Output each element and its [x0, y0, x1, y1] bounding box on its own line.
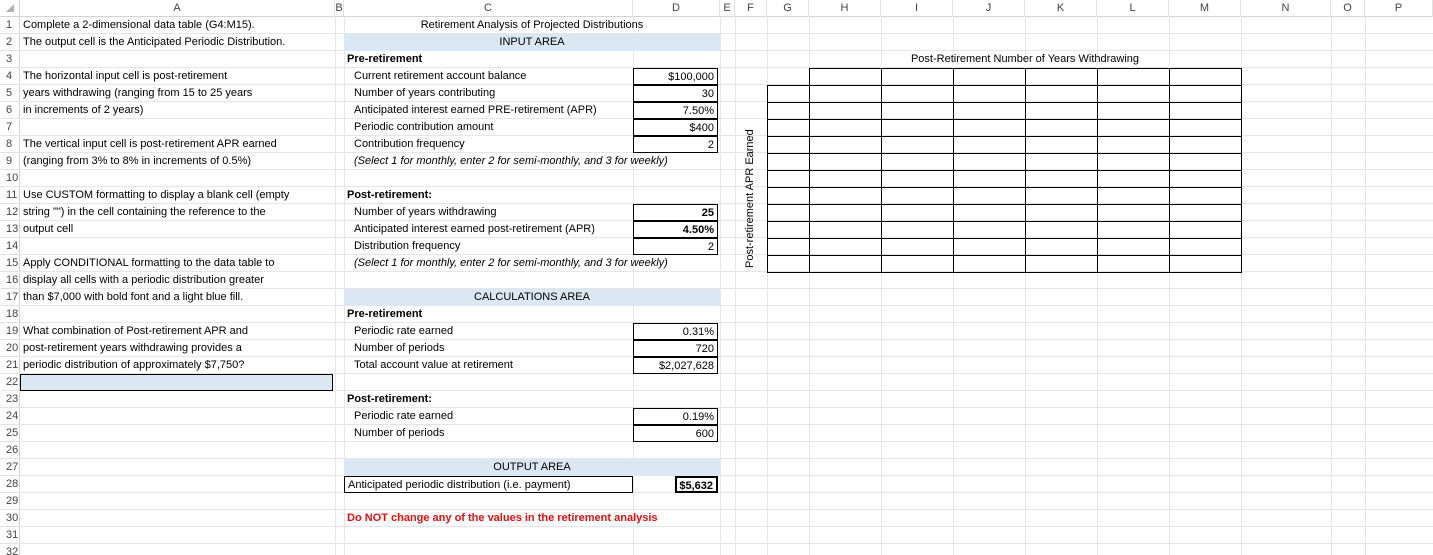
data-table-cell[interactable]: [881, 102, 954, 120]
data-table-cell[interactable]: [881, 85, 954, 103]
data-table-cell[interactable]: [767, 153, 810, 171]
calc-post-heading[interactable]: Post-retirement:: [347, 393, 432, 405]
row-header[interactable]: 14: [0, 238, 20, 255]
column-header-l[interactable]: L: [1097, 0, 1169, 17]
row-header[interactable]: 18: [0, 306, 20, 323]
row-header[interactable]: 1: [0, 17, 20, 34]
gridline: [1331, 17, 1332, 555]
data-table-cell[interactable]: [1097, 221, 1170, 239]
data-table-cell[interactable]: [953, 68, 1026, 86]
output-area-header[interactable]: OUTPUT AREA: [344, 459, 720, 476]
data-table-cell[interactable]: [1169, 204, 1242, 222]
apr-post-input[interactable]: 4.50%: [633, 221, 718, 238]
data-table-cell[interactable]: [881, 136, 954, 154]
years-contributing-input[interactable]: 30: [633, 85, 718, 102]
data-table-cell[interactable]: [1025, 153, 1098, 171]
data-table-cell[interactable]: [1169, 102, 1242, 120]
calc-pre-heading[interactable]: Pre-retirement: [347, 308, 423, 320]
warning-text[interactable]: Do NOT change any of the values in the retirement analysis: [347, 512, 658, 524]
data-table-cell[interactable]: [1097, 238, 1170, 256]
column-header-p[interactable]: P: [1365, 0, 1433, 17]
instruction-r21[interactable]: periodic distribution of approximately $7,750?: [23, 359, 245, 371]
row-header[interactable]: 21: [0, 357, 20, 374]
column-header-j[interactable]: J: [953, 0, 1025, 17]
years-withdrawing-input[interactable]: 25: [633, 204, 718, 221]
data-table-cell[interactable]: [1097, 187, 1170, 205]
data-table-cell[interactable]: [1169, 187, 1242, 205]
row-header[interactable]: 31: [0, 527, 20, 544]
data-table-cell[interactable]: [767, 221, 810, 239]
gridline: [20, 526, 1433, 527]
gridline: [1365, 17, 1366, 555]
calc-post-periods-label[interactable]: Number of periods: [354, 427, 445, 439]
row-header[interactable]: 25: [0, 425, 20, 442]
column-header-k[interactable]: K: [1025, 0, 1097, 17]
data-table-cell[interactable]: [953, 85, 1026, 103]
row-header[interactable]: 23: [0, 391, 20, 408]
data-table-cell[interactable]: [809, 204, 882, 222]
row-header[interactable]: 29: [0, 493, 20, 510]
data-table-cell[interactable]: [767, 204, 810, 222]
data-table-cell[interactable]: [1097, 85, 1170, 103]
data-table-cell[interactable]: [767, 255, 810, 273]
data-table-cell[interactable]: [1097, 153, 1170, 171]
data-table-cell[interactable]: [953, 238, 1026, 256]
instruction-r20[interactable]: post-retirement years withdrawing provides a: [23, 342, 242, 354]
column-header-i[interactable]: I: [881, 0, 953, 17]
data-table-cell[interactable]: [953, 102, 1026, 120]
calc-post-periods-value[interactable]: 600: [633, 425, 718, 442]
gridline: [735, 17, 736, 555]
data-table-cell[interactable]: [1097, 102, 1170, 120]
row-header[interactable]: 8: [0, 136, 20, 153]
select-all-icon: [6, 4, 14, 12]
row-header[interactable]: 17: [0, 289, 20, 306]
row-header[interactable]: 27: [0, 459, 20, 476]
output-label[interactable]: Anticipated periodic distribution (i.e. payment): [344, 476, 633, 493]
gridline: [20, 509, 1433, 510]
calc-total-label[interactable]: Total account value at retirement: [354, 359, 513, 371]
calc-periods-label[interactable]: Number of periods: [354, 342, 445, 354]
years-contributing-label[interactable]: Number of years contributing: [354, 87, 496, 99]
instruction-r15[interactable]: Apply CONDITIONAL formatting to the data table to: [23, 257, 275, 269]
calc-total-value[interactable]: $2,027,628: [633, 357, 718, 374]
data-table-cell[interactable]: [881, 187, 954, 205]
data-table-cell[interactable]: [1169, 221, 1242, 239]
data-table-top-label[interactable]: Post-Retirement Number of Years Withdrawing: [910, 53, 1140, 65]
row-header[interactable]: 9: [0, 153, 20, 170]
row-header[interactable]: 20: [0, 340, 20, 357]
column-header-n[interactable]: N: [1241, 0, 1331, 17]
output-value[interactable]: $5,632: [675, 476, 718, 493]
data-table-cell[interactable]: [809, 153, 882, 171]
data-table-cell[interactable]: [767, 238, 810, 256]
select-all-corner[interactable]: [0, 0, 20, 17]
data-table-cell[interactable]: [809, 136, 882, 154]
calc-post-rate-label[interactable]: Periodic rate earned: [354, 410, 454, 422]
gridline: [20, 407, 1433, 408]
row-header[interactable]: 5: [0, 85, 20, 102]
calc-periods-value[interactable]: 720: [633, 340, 718, 357]
data-table-cell[interactable]: [809, 102, 882, 120]
data-table-cell[interactable]: [1025, 136, 1098, 154]
gridline: [20, 543, 1433, 544]
column-header-c[interactable]: C: [344, 0, 633, 17]
instruction-r13[interactable]: output cell: [23, 223, 74, 235]
instruction-r1[interactable]: Complete a 2-dimensional data table (G4:M15).: [23, 19, 255, 31]
distribution-frequency-input[interactable]: 2: [633, 238, 718, 255]
instruction-r8[interactable]: The vertical input cell is post-retirement APR earned: [23, 138, 277, 150]
instruction-r19[interactable]: What combination of Post-retirement APR and: [23, 325, 248, 337]
calc-rate-label[interactable]: Periodic rate earned: [354, 325, 454, 337]
data-table-cell[interactable]: [881, 153, 954, 171]
data-table-cell[interactable]: [953, 255, 1026, 273]
answer-cell-a22[interactable]: [20, 374, 333, 391]
data-table-cell[interactable]: [953, 119, 1026, 137]
data-table-cell[interactable]: [809, 221, 882, 239]
analysis-title[interactable]: Retirement Analysis of Projected Distributions: [420, 19, 644, 31]
row-header[interactable]: 2: [0, 34, 20, 51]
data-table-cell[interactable]: [1025, 187, 1098, 205]
frequency-note-2[interactable]: (Select 1 for monthly, enter 2 for semi-monthly, and 3 for weekly): [354, 257, 668, 269]
data-table-cell[interactable]: [953, 153, 1026, 171]
pre-retirement-heading[interactable]: Pre-retirement: [347, 53, 423, 65]
column-header-b[interactable]: B: [335, 0, 344, 17]
row-header[interactable]: 30: [0, 510, 20, 527]
data-table-cell[interactable]: [767, 102, 810, 120]
row-header[interactable]: 3: [0, 51, 20, 68]
gridline: [720, 17, 721, 555]
calculations-area-header[interactable]: CALCULATIONS AREA: [344, 289, 720, 306]
data-table-cell[interactable]: [809, 68, 882, 86]
data-table-cell[interactable]: [1025, 255, 1098, 273]
column-header-e[interactable]: E: [720, 0, 735, 17]
distribution-frequency-label[interactable]: Distribution frequency: [354, 240, 461, 252]
data-table-cell[interactable]: [809, 187, 882, 205]
balance-input[interactable]: $100,000: [633, 68, 718, 85]
data-table-cell[interactable]: [1025, 221, 1098, 239]
row-header[interactable]: 10: [0, 170, 20, 187]
data-table-cell[interactable]: [1025, 204, 1098, 222]
column-header-g[interactable]: G: [767, 0, 809, 17]
data-table-cell[interactable]: [881, 255, 954, 273]
apr-post-label[interactable]: Anticipated interest earned post-retirement (APR): [354, 223, 595, 235]
data-table-cell[interactable]: [767, 136, 810, 154]
data-table-cell[interactable]: [881, 238, 954, 256]
column-header-a[interactable]: A: [20, 0, 335, 17]
calc-post-rate-value[interactable]: 0.19%: [633, 408, 718, 425]
data-table-cell[interactable]: [767, 119, 810, 137]
data-table-cell[interactable]: [1169, 170, 1242, 188]
instruction-r11[interactable]: Use CUSTOM formatting to display a blank cell (empty: [23, 189, 290, 201]
column-header-f[interactable]: F: [735, 0, 767, 17]
data-table-cell[interactable]: [1169, 136, 1242, 154]
data-table-cell[interactable]: [1097, 119, 1170, 137]
row-header[interactable]: 19: [0, 323, 20, 340]
data-table-cell[interactable]: [1169, 119, 1242, 137]
data-table-cell[interactable]: [1097, 255, 1170, 273]
data-table-cell[interactable]: [1169, 85, 1242, 103]
data-table-cell[interactable]: [953, 204, 1026, 222]
data-table-cell[interactable]: [1169, 153, 1242, 171]
row-header[interactable]: 15: [0, 255, 20, 272]
data-table-cell[interactable]: [881, 68, 954, 86]
calc-rate-value[interactable]: 0.31%: [633, 323, 718, 340]
apr-pre-input[interactable]: 7.50%: [633, 102, 718, 119]
row-header[interactable]: 6: [0, 102, 20, 119]
instruction-r16[interactable]: display all cells with a periodic distribution greater: [23, 274, 264, 286]
data-table-cell[interactable]: [953, 187, 1026, 205]
data-table-cell[interactable]: [1097, 204, 1170, 222]
data-table-cell[interactable]: [881, 170, 954, 188]
row-header[interactable]: 32: [0, 544, 20, 555]
row-header[interactable]: 22: [0, 374, 20, 391]
data-table-cell[interactable]: [1025, 102, 1098, 120]
data-table-cell[interactable]: [1169, 255, 1242, 273]
data-table-cell[interactable]: [953, 221, 1026, 239]
contribution-amount-label[interactable]: Periodic contribution amount: [354, 121, 494, 133]
row-header[interactable]: 4: [0, 68, 20, 85]
data-table-cell[interactable]: [881, 119, 954, 137]
gridline: [20, 441, 1433, 442]
data-table-cell[interactable]: [1097, 170, 1170, 188]
data-table-cell[interactable]: [1025, 119, 1098, 137]
balance-label[interactable]: Current retirement account balance: [354, 70, 527, 82]
instruction-r2[interactable]: The output cell is the Anticipated Periodic Distribution.: [23, 36, 286, 48]
row-header[interactable]: 12: [0, 204, 20, 221]
row-header[interactable]: 11: [0, 187, 20, 204]
frequency-note[interactable]: (Select 1 for monthly, enter 2 for semi-monthly, and 3 for weekly): [354, 155, 668, 167]
column-header-h[interactable]: H: [809, 0, 881, 17]
row-header[interactable]: 13: [0, 221, 20, 238]
data-table-cell[interactable]: [881, 221, 954, 239]
gridline: [20, 475, 1433, 476]
data-table-cell[interactable]: [1097, 136, 1170, 154]
instruction-r5[interactable]: years withdrawing (ranging from 15 to 25 years: [23, 87, 253, 99]
data-table-cell[interactable]: [767, 170, 810, 188]
data-table-cell[interactable]: [1169, 238, 1242, 256]
data-table-cell[interactable]: [809, 238, 882, 256]
data-table-cell[interactable]: [809, 170, 882, 188]
instruction-r4[interactable]: The horizontal input cell is post-retirement: [23, 70, 228, 82]
data-table-cell[interactable]: [1025, 85, 1098, 103]
instruction-r17[interactable]: than $7,000 with bold font and a light blue fill.: [23, 291, 244, 303]
instruction-r6[interactable]: in increments of 2 years): [23, 104, 144, 116]
column-header-o[interactable]: O: [1331, 0, 1365, 17]
data-table-side-label[interactable]: Post-retirement APR Earned: [744, 129, 756, 268]
contribution-frequency-label[interactable]: Contribution frequency: [354, 138, 465, 150]
data-table-cell[interactable]: [953, 170, 1026, 188]
apr-pre-label[interactable]: Anticipated interest earned PRE-retirement (APR): [354, 104, 597, 116]
data-table-cell[interactable]: [767, 187, 810, 205]
data-table-cell[interactable]: [1025, 170, 1098, 188]
data-table-cell[interactable]: [767, 85, 810, 103]
instruction-r9[interactable]: (ranging from 3% to 8% in increments of 0.5%): [23, 155, 252, 167]
data-table-cell[interactable]: [1025, 238, 1098, 256]
row-header[interactable]: 28: [0, 476, 20, 493]
data-table-cell[interactable]: [953, 136, 1026, 154]
data-table-cell[interactable]: [809, 85, 882, 103]
input-area-header[interactable]: INPUT AREA: [344, 34, 720, 51]
gridline: [20, 458, 1433, 459]
data-table-cell[interactable]: [809, 119, 882, 137]
gridline: [335, 17, 336, 555]
data-table-cell[interactable]: [881, 204, 954, 222]
gridline: [20, 492, 1433, 493]
data-table-cell[interactable]: [1097, 68, 1170, 86]
data-table-cell[interactable]: [809, 255, 882, 273]
column-header-d[interactable]: D: [633, 0, 720, 17]
years-withdrawing-label[interactable]: Number of years withdrawing: [354, 206, 497, 218]
contribution-frequency-input[interactable]: 2: [633, 136, 718, 153]
post-retirement-heading[interactable]: Post-retirement:: [347, 189, 432, 201]
row-header[interactable]: 26: [0, 442, 20, 459]
row-header[interactable]: 7: [0, 119, 20, 136]
row-header[interactable]: 16: [0, 272, 20, 289]
data-table-cell[interactable]: [1169, 68, 1242, 86]
column-header-m[interactable]: M: [1169, 0, 1241, 17]
contribution-amount-input[interactable]: $400: [633, 119, 718, 136]
gridline: [20, 424, 1433, 425]
data-table-cell[interactable]: [1025, 68, 1098, 86]
instruction-r12[interactable]: string "") in the cell containing the reference to the: [23, 206, 266, 218]
row-header[interactable]: 24: [0, 408, 20, 425]
